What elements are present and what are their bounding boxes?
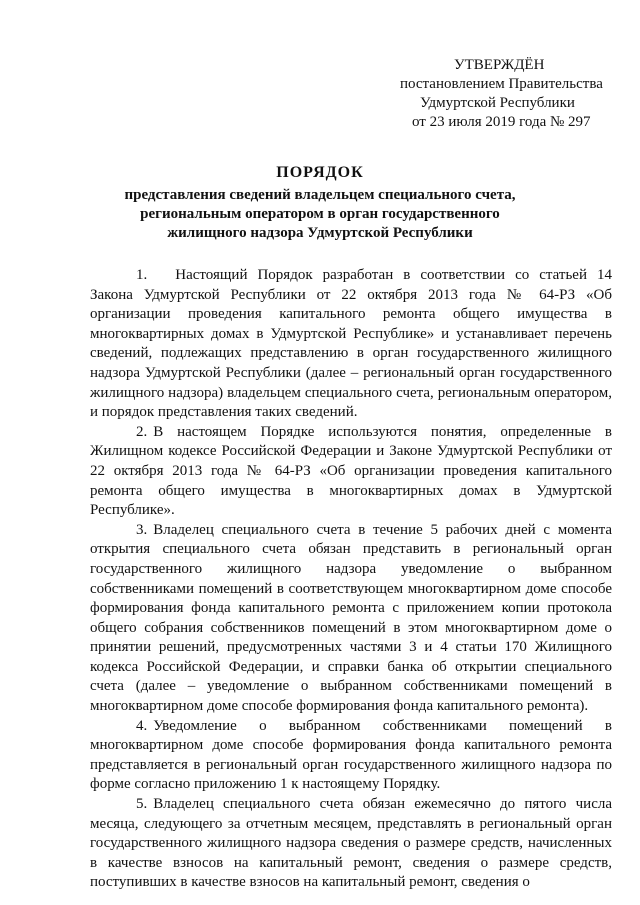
approval-line-date: от 23 июля 2019 года № 297: [412, 114, 591, 130]
paragraph-number: 2.: [136, 423, 148, 440]
paragraph-number: 3.: [136, 521, 148, 538]
paragraph-3: [90, 521, 612, 717]
paragraph-4: [90, 717, 612, 795]
paragraph-text: Настоящий Порядок разработан в соответствии со статьей 14 Закона Удмуртской Республики от 22 октября 2013 года № 64-РЗ «Об организации проведения капитального ремонта общего имущества в многоквартирных домах в Удмуртской Республике» и устанавливает перечень сведений, подлежащих представлению в орган государственного жилищного надзора Удмуртской Республики (далее – региональный орган государственного жилищного надзора) владельцем специального счета, региональным оператором, и порядок представления таких сведений.: [90, 267, 612, 421]
document-body: [90, 266, 612, 893]
title-line-2: региональным оператором в орган государственного: [140, 206, 500, 222]
approval-line-republic: Удмуртской Республики: [420, 95, 575, 111]
paragraph-text: Владелец специального счета в течение 5 рабочих дней с момента открытия специального счета обязан представить в региональный орган государственного жилищного надзора уведомление о выбранном собственниками помещений в соответствующем многоквартирном доме способе формирования фонда капитального ремонта с приложением копии протокола общего собрания собственников помещений в этом многоквартирном доме о принятии решений, предусмотренных частями 3 и 4 статьи 170 Жилищного кодекса Российской Федерации, и справки банка об открытии специального счета (далее – уведомление о выбранном собственниками помещений в многоквартирном доме способе формирования фонда капитального ремонта).: [90, 521, 612, 715]
paragraph-5: [90, 795, 612, 893]
paragraph-text: В настоящем Порядке используются понятия, определенные в Жилищном кодексе Российской Федерации и Законе Удмуртской Республики от 22 октября 2013 года № 64-РЗ «Об организации проведения капитального ремонта общего имущества в многоквартирных домах в Удмуртской Республике».: [90, 423, 612, 519]
paragraph-number: 5.: [136, 796, 148, 813]
title-line-3: жилищного надзора Удмуртской Республики: [167, 225, 473, 241]
paragraph-number: 4.: [136, 717, 148, 734]
approval-line-decree: постановлением Правительства: [400, 76, 603, 92]
approval-heading: УТВЕРЖДЁН: [454, 57, 545, 73]
approval-stamp: [378, 56, 618, 132]
paragraph-2: [90, 423, 612, 521]
title-main: ПОРЯДОК: [276, 164, 364, 181]
title-line-1: представления сведений владельцем специального счета,: [124, 187, 516, 203]
paragraph-number: 1.: [136, 267, 148, 283]
document-title: [60, 162, 580, 243]
paragraph-text: Уведомление о выбранном собственниками помещений в многоквартирном доме способе формирования фонда капитального ремонта представляется в региональный орган государственного жилищного надзора по форме согласно приложению 1 к настоящему Порядку.: [90, 717, 612, 793]
paragraph-1: [90, 266, 612, 423]
paragraph-text: Владелец специального счета обязан ежемесячно до пятого числа месяца, следующего за отчетным месяцем, представлять в региональный орган государственного жилищного надзора сведения о размере средств, начисленных в качестве взносов на капитальный ремонт, сведения о размере средств, поступивших в качестве взносов на капитальный ремонт, сведения о: [90, 796, 612, 891]
